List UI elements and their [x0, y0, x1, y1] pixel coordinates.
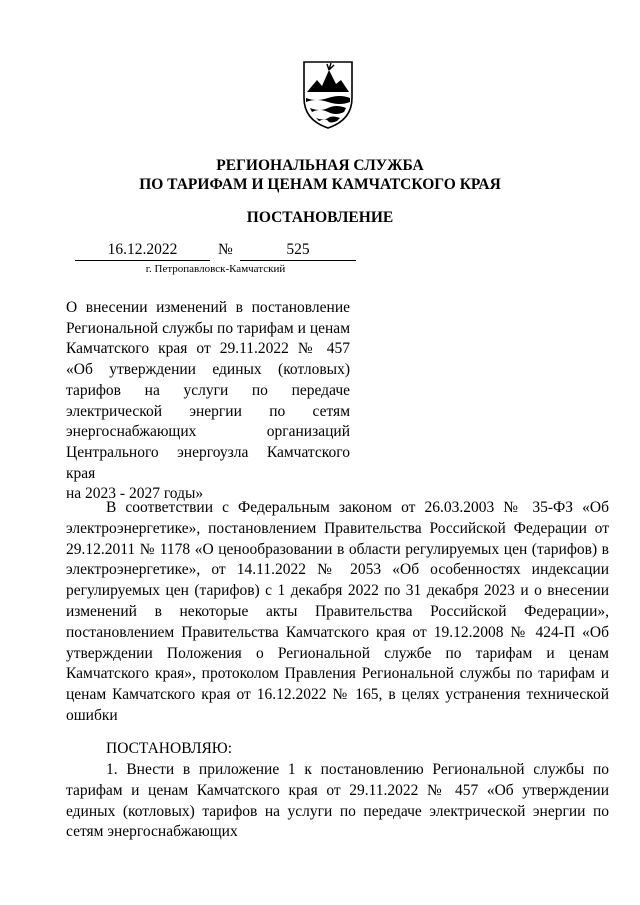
subject-line: Региональной службы по тарифам и ценам: [66, 319, 350, 337]
agency-title-line2: ПО ТАРИФАМ И ЦЕНАМ КАМЧАТСКОГО КРАЯ: [139, 176, 501, 193]
document-type-title: ПОСТАНОВЛЕНИЕ: [246, 209, 394, 226]
subject-line: Камчатского края от 29.11.2022 № 457: [66, 340, 350, 358]
kamchatka-coat-of-arms-icon: [300, 58, 356, 130]
number-sign: №: [218, 241, 233, 258]
document-number: 525: [240, 240, 356, 261]
subject-line: О внесении изменений в постановление: [66, 299, 350, 316]
document-subject: [66, 298, 350, 505]
subject-line: энергоснабжающих организаций: [66, 423, 350, 441]
document-date: 16.12.2022: [75, 240, 210, 261]
subject-line: тарифов на услуги по передаче: [66, 381, 350, 399]
preamble-paragraph: В соответствии с Федеральным законом от 26.03.2003 № 35-ФЗ «Об электроэнергетике», постановлением Правительства Российской Федерации от 29.12.2011 № 1178 «О ценообразовании в области регулируемых цен (тарифов) в электроэнергетике», от 14.11.2022 № 2053 «Об особенностях индексации регулируемых цен (тарифов) с 1 декабря 2022 по 31 декабря 2023 и о внесении изменений в некоторые акты Правительства Российской Федерации», постановлением Правительства Камчатского края от 19.12.2008 № 424-П «Об утверждении Положения о Региональной службе по тарифам и ценам Камчатского края», протоколом Правления Региональной службы по тарифам и ценам Камчатского края от 16.12.2022 № 165, в целях устранения технической ошибки: [66, 499, 609, 724]
resolve-heading: ПОСТАНОВЛЯЮ:: [106, 740, 233, 757]
subject-line: «Об утверждении единых (котловых): [66, 361, 350, 379]
agency-title-line1: РЕГИОНАЛЬНАЯ СЛУЖБА: [216, 157, 424, 174]
subject-line: электрической энергии по сетям: [66, 402, 350, 420]
city-name: г. Петропавловск-Камчатский: [145, 263, 286, 275]
item-1-paragraph: 1. Внести в приложение 1 к постановлению Региональной службы по тарифам и ценам Камчатского края от 29.11.2022 № 457 «Об утверждении единых (котловых) тарифов на услуги по передаче электрической энергии по сетям энергоснабжающих: [66, 761, 609, 841]
subject-line: на 2023 - 2027 годы»: [66, 485, 204, 503]
subject-line: Центрального энергоузла Камчатского края: [66, 443, 350, 482]
